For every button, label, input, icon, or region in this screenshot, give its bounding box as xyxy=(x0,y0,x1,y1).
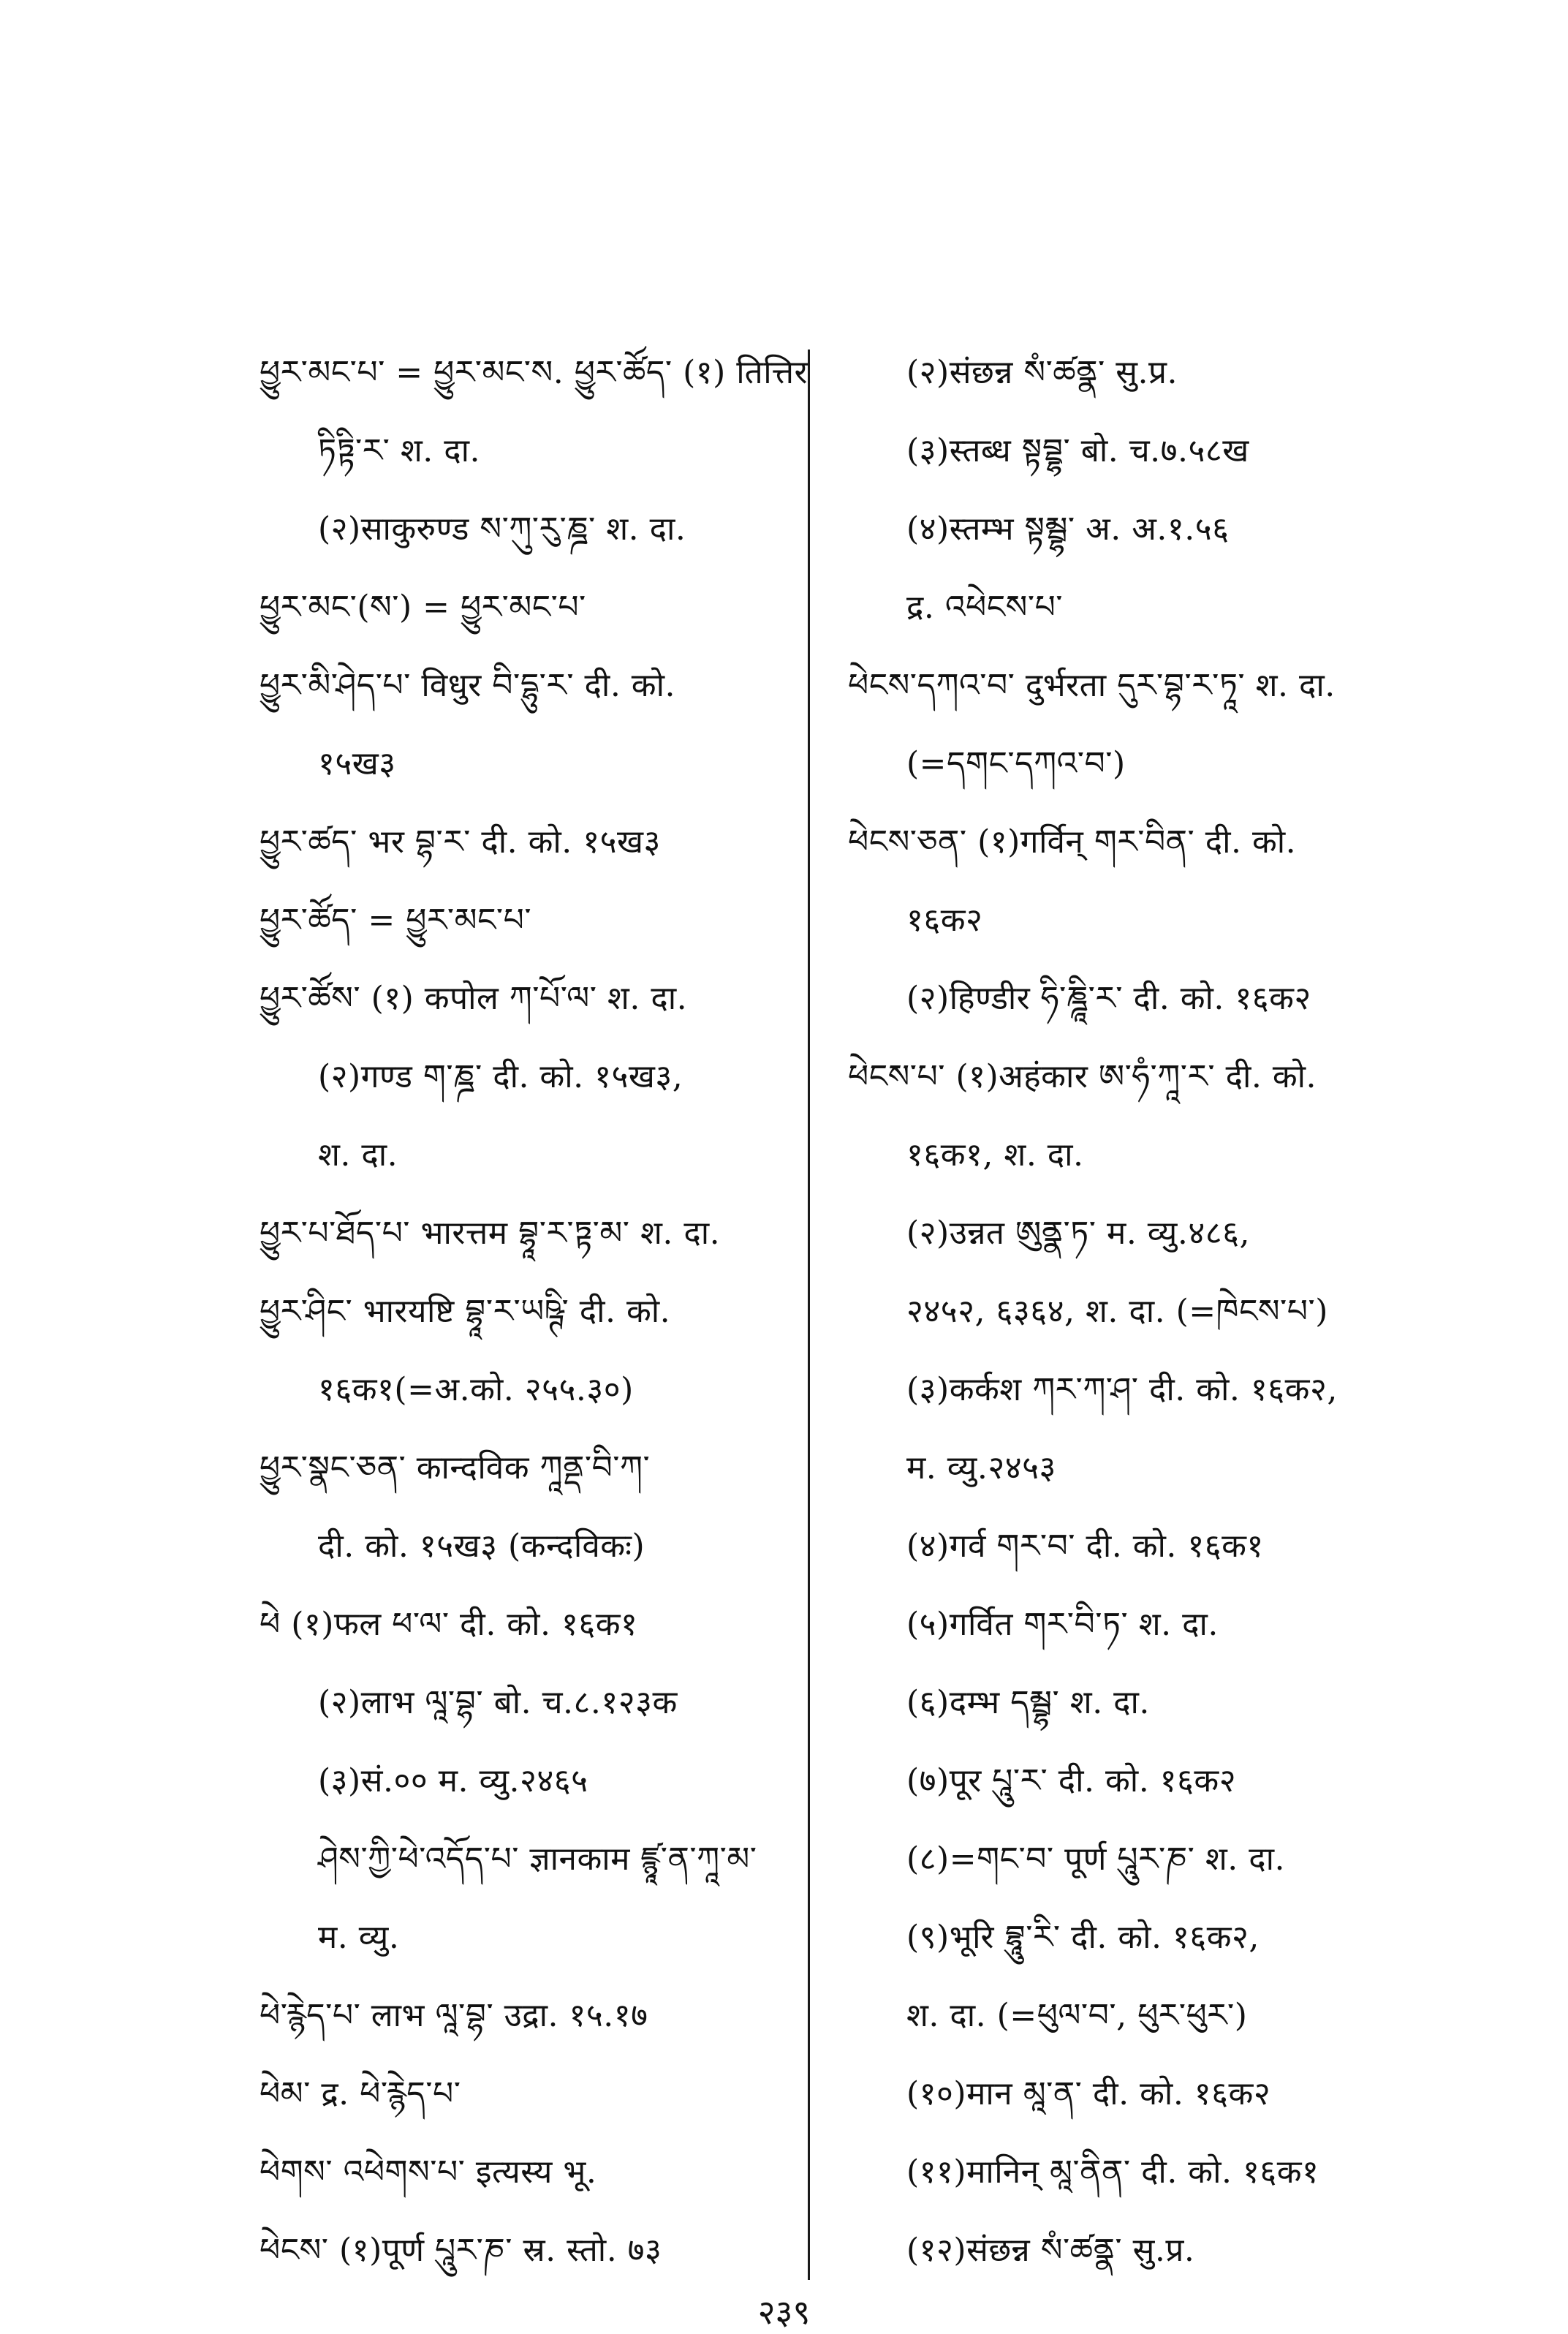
page-number: २३९ xyxy=(757,2292,811,2332)
entry-headword-line: ཕྱུར་ཚོད་ = ཕྱུར་མང་པ་ xyxy=(260,902,532,939)
entry-continuation-line: (३)स्तब्ध སྟབྡྷ་ बो. च.७.५८ख xyxy=(906,432,1249,469)
entry-headword-line: ཕེངས་དཀའ་བ་ दुर्भरता དུར་བྷ་ར་ཏཱ་ श. दा. xyxy=(848,667,1336,704)
entry-headword-line: ཕེངས་ (१)पूर्ण པཱུར་ཎ་ स्र. स्तो. ७३ xyxy=(260,2232,662,2269)
entry-continuation-line: २४५२, ६३६४, श. दा. (=ཁེངས་པ་) xyxy=(906,1293,1328,1330)
entry-headword-line: ཕྱུར་པ་ཐོད་པ་ भारत्तम བྷཱ་ར་ཏྟ་མ་ श. दा. xyxy=(260,1215,721,1252)
entry-continuation-line: श. दा. xyxy=(318,1136,398,1174)
entry-continuation-line: (६)दम्भ དམྦྷ་ श. दा. xyxy=(906,1684,1150,1721)
entry-continuation-line: ཤེས་ཀྱི་ཕེ་འདོད་པ་ ज्ञानकाम ཛྙཱ་ན་ཀཱ་མ་ xyxy=(318,1840,757,1878)
entry-headword-line: ཕྱུར་མང་(ས་) = ཕྱུར་མང་པ་ xyxy=(260,589,586,626)
entry-headword-line: ཕེགས་ འཕེགས་པ་ इत्यस्य भू. xyxy=(260,2153,597,2191)
column-divider xyxy=(808,350,810,2280)
entry-continuation-line: (२)हिण्डीर ཧི་ཎྜཱི་ར་ दी. को. १६क२ xyxy=(906,980,1311,1017)
entry-continuation-line: म. व्यु. xyxy=(318,1919,400,1956)
entry-headword-line: ཕྱུར་ཤིང་ भारयष्टि བྷཱ་ར་ཡཥྚི་ दी. को. xyxy=(260,1293,671,1330)
entry-headword-line: ཕྱུར་ཚད་ भर བྷ་ར་ दी. को. १५ख३ xyxy=(260,823,661,861)
entry-continuation-line: (३)सं.०० म. व्यु.२४६५ xyxy=(318,1762,588,1799)
entry-headword-line: ཕེངས་ཅན་ (१)गर्विन् གར་བིན་ दी. को. xyxy=(848,823,1297,861)
entry-continuation-line: १६क१(=अ.को. २५५.३०) xyxy=(318,1371,634,1408)
entry-continuation-line: १६क१, श. दा. xyxy=(906,1136,1084,1174)
entry-continuation-line: द्र. འཕེངས་པ་ xyxy=(906,589,1064,626)
entry-continuation-line: (२)लाभ ལཱ་བྷ་ बो. च.८.१२३क xyxy=(318,1684,678,1721)
entry-continuation-line: (५)गर्वित གར་བི་ཏ་ श. दा. xyxy=(906,1606,1219,1643)
entry-continuation-line: (१२)संछन्न སཾ་ཚནྣ་ सु.प्र. xyxy=(906,2232,1195,2269)
entry-headword-line: ཕྱུར་མང་པ་ = ཕྱུར་མང་ས. ཕྱུར་ཚོད་ (१) तित्तिर xyxy=(260,354,808,391)
entry-continuation-line: (१०)मान མཱ་ན་ दी. को. १६क२ xyxy=(906,2075,1271,2112)
entry-continuation-line: (४)स्तम्भ སྟམྦྷ་ अ. अ.१.५६ xyxy=(906,510,1230,548)
entry-headword-line: ཕེངས་པ་ (१)अहंकार ཨ་ཧཾ་ཀཱ་ར་ दी. को. xyxy=(848,1058,1317,1095)
entry-headword-line: ཕྱུར་ཚོས་ (१) कपोल ཀ་པོ་ལ་ श. दा. xyxy=(260,980,688,1017)
entry-headword-line: ཕེམ་ द्र. ཕེ་རྙེད་པ་ xyxy=(260,2075,461,2112)
entry-continuation-line: (४)गर्व གར་བ་ दी. को. १६क१ xyxy=(906,1527,1264,1565)
entry-headword-line: ཕེ (१)फल ཕ་ལ་ दी. को. १६क१ xyxy=(260,1606,638,1643)
entry-continuation-line: म. व्यु.२४५३ xyxy=(906,1449,1056,1487)
entry-headword-line: ཕྱུར་མི་ཤེད་པ་ विधुर བི་དྷུ་ར་ दी. को. xyxy=(260,667,675,704)
entry-continuation-line: दी. को. १५ख३ (कन्दविकः) xyxy=(318,1527,645,1565)
entry-continuation-line: (८)=གང་བ་ पूर्ण པཱུར་ཎ་ श. दा. xyxy=(906,1840,1285,1878)
entry-continuation-line: (२)गण्ड ག་ཎྜ་ दी. को. १५ख३, xyxy=(318,1058,683,1095)
entry-continuation-line: (९)भूरि བྷཱུ་རི་ दी. को. १६क२, xyxy=(906,1919,1260,1956)
entry-continuation-line: (२)साकुरुण्ड ས་ཀུ་རུ་ཎྜ་ श. दा. xyxy=(318,510,686,548)
entry-continuation-line: १५ख३ xyxy=(318,745,396,782)
entry-continuation-line: (११)मानिन् མཱ་ནིན་ दी. को. १६क१ xyxy=(906,2153,1319,2191)
entry-continuation-line: (२)संछन्न སཾ་ཚནྣ་ सु.प्र. xyxy=(906,354,1178,391)
entry-continuation-line: श. दा. (=ཕུལ་བ་, ཕུར་ཕུར་) xyxy=(906,1997,1248,2034)
entry-continuation-line: (=དགང་དཀའ་བ་) xyxy=(906,745,1126,782)
entry-headword-line: ཕེ་རྙེད་པ་ लाभ ལཱ་བྷ་ उद्रा. १५.१७ xyxy=(260,1997,648,2034)
entry-continuation-line: (३)कर्कश ཀར་ཀ་ཤ་ दी. को. १६क२, xyxy=(906,1371,1338,1408)
entry-continuation-line: (७)पूर པཱུ་ར་ दी. को. १६क२ xyxy=(906,1762,1237,1799)
entry-continuation-line: ཏིཏྟི་ར་ श. दा. xyxy=(318,432,481,469)
entry-continuation-line: (२)उन्नत ཨུནྣ་ཏ་ म. व्यु.४८६, xyxy=(906,1215,1250,1252)
entry-headword-line: ཕྱུར་སྣང་ཅན་ कान्दविक ཀཱནྡ་བི་ཀ་ xyxy=(260,1449,651,1487)
entry-continuation-line: १६क२ xyxy=(906,902,983,939)
